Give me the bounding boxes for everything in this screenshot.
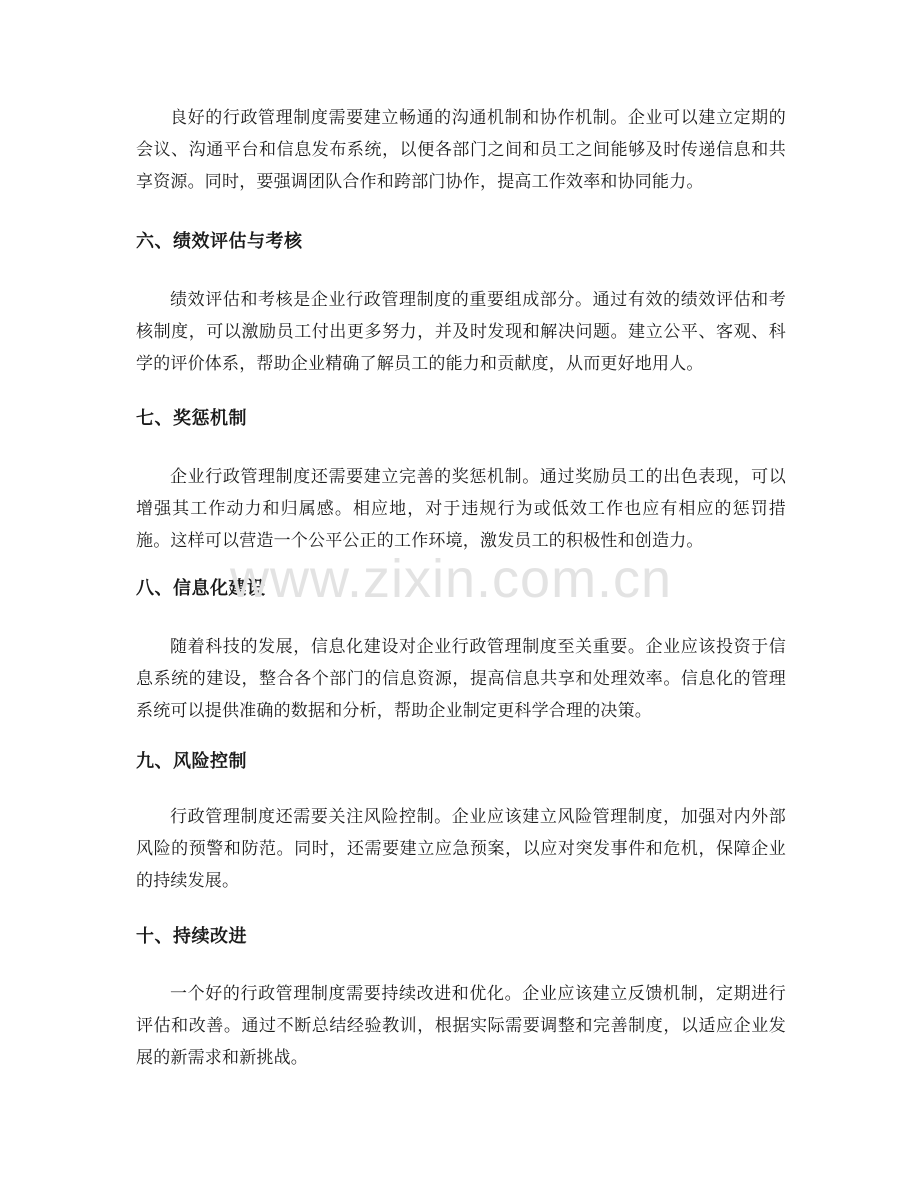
paragraph-informatization: 随着科技的发展，信息化建设对企业行政管理制度至关重要。企业应该投资于信息系统的建设，整合各个部门的信息资源，提高信息共享和处理效率。信息化的管理系统可以提供准确的数据和分析，帮助企业制定更科学合理的决策。: [136, 637, 786, 721]
heading-rewards: 七、奖惩机制: [136, 408, 247, 429]
paragraph-communication: 良好的行政管理制度需要建立畅通的沟通机制和协作机制。企业可以建立定期的会议、沟通平台和信息发布系统，以便各部门之间和员工之间能够及时传递信息和共享资源。同时，要强调团队合作和跨部门协作，提高工作效率和协同能力。: [136, 108, 786, 192]
heading-continuous-improvement: 十、持续改进: [136, 926, 247, 947]
heading-performance: 六、绩效评估与考核: [136, 231, 303, 252]
paragraph-risk-control: 行政管理制度还需要关注风险控制。企业应该建立风险管理制度，加强对内外部风险的预警和防范。同时，还需要建立应急预案，以应对突发事件和危机，保障企业的持续发展。: [136, 807, 786, 891]
watermark: www.zixin.com.cn: [230, 549, 673, 609]
heading-risk-control: 九、风险控制: [136, 751, 247, 772]
paragraph-performance: 绩效评估和考核是企业行政管理制度的重要组成部分。通过有效的绩效评估和考核制度，可以激励员工付出更多努力，并及时发现和解决问题。建立公平、客观、科学的评价体系，帮助企业精确了解员工的能力和贡献度，从而更好地用人。: [136, 290, 786, 374]
paragraph-continuous-improvement: 一个好的行政管理制度需要持续改进和优化。企业应该建立反馈机制，定期进行评估和改善。通过不断总结经验教训，根据实际需要调整和完善制度，以适应企业发展的新需求和新挑战。: [136, 984, 786, 1068]
heading-informatization: 八、信息化建设: [136, 578, 266, 599]
paragraph-rewards: 企业行政管理制度还需要建立完善的奖惩机制。通过奖励员工的出色表现，可以增强其工作动力和归属感。相应地，对于违规行为或低效工作也应有相应的惩罚措施。这样可以营造一个公平公正的工作环境，激发员工的积极性和创造力。: [136, 467, 786, 551]
